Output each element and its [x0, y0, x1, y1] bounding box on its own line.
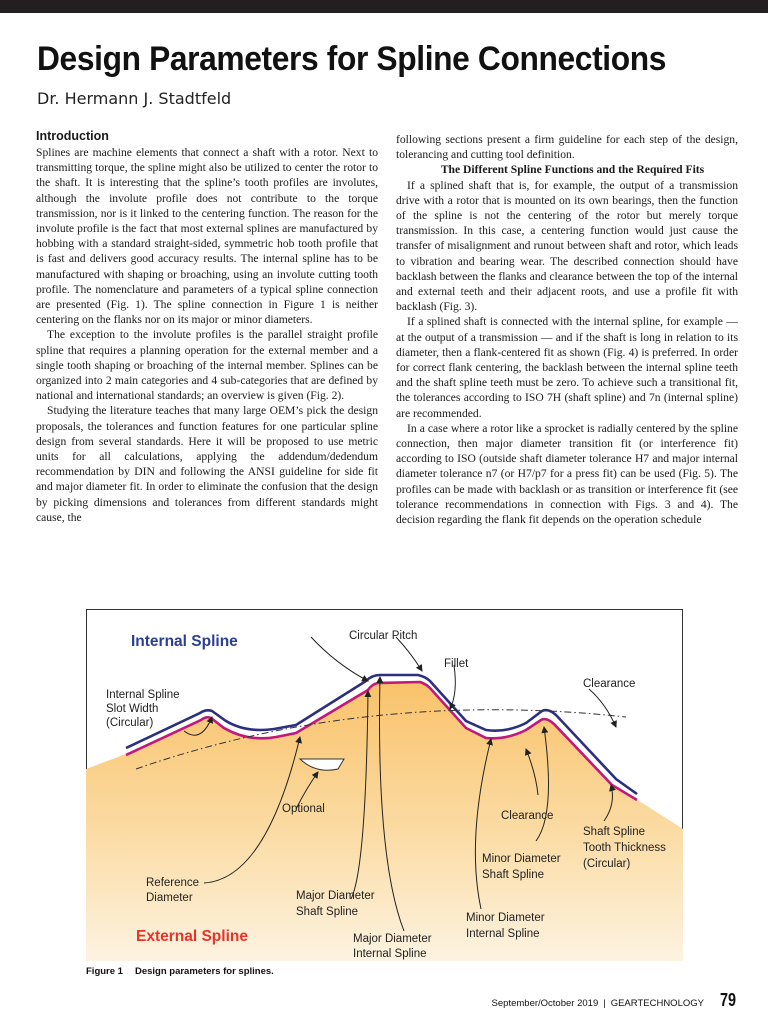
footer-separator: |: [603, 998, 606, 1009]
left-column: [36, 128, 378, 525]
label-reference-line2: Diameter: [146, 892, 193, 904]
label-major-shaft-line2: Shaft Spline: [296, 906, 359, 918]
paragraph: If a splined shaft that is, for example, the output of a transmission drive with a rotor that is mounted on its own bearings, then the function of the spline is not the centering of the rotor but merely torque transmission. In this case, a centering function would just cause the transfer of misalignment and runout between shaft and rotor, which leads to vibration and bearing wear. The described connection should have backlash between the flanks and clearance between the top of the internal and external teeth and their adjacent roots, and use a profile fit with backlash (Fig. 3).: [396, 178, 738, 314]
figure-spline-diagram: [86, 609, 683, 961]
label-clearance-top: Clearance: [583, 678, 636, 690]
label-major-shaft-line1: Major Diameter: [296, 890, 375, 902]
article-title: Design Parameters for Spline Connections: [37, 40, 667, 78]
label-clearance-mid: Clearance: [501, 810, 554, 822]
footer-issue: September/October 2019: [491, 998, 599, 1009]
label-slot-width-line2: Slot Width: [106, 703, 159, 715]
label-slot-width-line1: Internal Spline: [106, 689, 180, 701]
label-minor-internal-line1: Minor Diameter: [466, 912, 545, 924]
label-fillet: Fillet: [444, 658, 469, 670]
caption-number: Figure 1: [86, 966, 123, 977]
label-tooth-thickness-line3: (Circular): [583, 858, 631, 870]
label-internal-spline: Internal Spline: [131, 633, 238, 650]
footer-magazine: GEARTECHNOLOGY: [610, 998, 704, 1009]
caption-text: Design parameters for splines.: [134, 966, 274, 977]
label-reference-line1: Reference: [146, 877, 200, 889]
subsection-heading: The Different Spline Functions and the Required Fits: [440, 163, 705, 177]
label-tooth-thickness-line1: Shaft Spline: [583, 826, 646, 838]
label-minor-shaft-line1: Minor Diameter: [482, 853, 561, 865]
paragraph: If a splined shaft is connected with the internal spline, for example — at the output of a transmission — and if the shaft is long in relation to its diameter, then a flank-centered fit as shown (Fig. 4) is preferred. In order for correct flank centering, the backlash between the internal spline teeth and the shaft spline teeth must be zero. To achieve such a transitional fit, the tolerances according to ISO 7H (shaft spline) and 7n (internal spline) are recommended.: [396, 315, 738, 420]
section-heading-introduction: Introduction: [36, 129, 109, 143]
paragraph: Studying the literature teaches that many large OEM’s pick the design proposals, the tolerances and function features for one particular spline design from several standards. Here it will be proposed to use metric units for all calculations, applying the addendum/dedendum recommendation by DIN and following the ANSI guideline for side fit and major diameter fit. In order to eliminate the confusion that the design by picking dimensions and tolerances from different standards might cause, the: [36, 404, 378, 524]
right-column: [396, 132, 738, 527]
label-slot-width-line3: (Circular): [106, 717, 154, 729]
label-major-internal-line2: Internal Spline: [353, 948, 427, 960]
label-optional: Optional: [282, 803, 325, 815]
page-footer: [492, 990, 738, 1011]
article-author: Dr. Hermann J. Stadtfeld: [37, 89, 232, 108]
figure-caption: [86, 966, 274, 977]
label-external-spline: External Spline: [136, 928, 248, 945]
page-number: 79: [719, 990, 736, 1010]
label-minor-shaft-line2: Shaft Spline: [482, 869, 545, 881]
paragraph: following sections present a firm guideline for each step of the design, tolerancing and cutting tool definition.: [396, 133, 738, 162]
label-major-internal-line1: Major Diameter: [353, 933, 432, 945]
label-circular-pitch: Circular Pitch: [349, 630, 418, 642]
paragraph: The exception to the involute profiles is the parallel straight profile spline that requires a planning operation for the external member and a single tooth shaping or broaching of the internal member. Splines can be organized into 2 main categories and 4 sub-categories that are defined by national and international standards; an overview is given (Fig. 2).: [36, 328, 378, 403]
paragraph: In a case where a rotor like a sprocket is radially centered by the spline connection, then major diameter transition fit (or interference fit) according to ISO (outside shaft diameter tolerance H7 and major internal diameter tolerance n7 (or H7/p7 for a press fit) can be used (Fig. 5). The profiles can be made with backlash or as transition or interference fit (see tolerance recommendations in connection with Figs. 3 and 4). The decision regarding the flank fit depends on the operation schedule: [396, 421, 738, 527]
top-bar: [0, 0, 768, 13]
label-tooth-thickness-line2: Tooth Thickness: [583, 842, 666, 854]
paragraph: Splines are machine elements that connect a shaft with a rotor. Next to transmitting torque, the spline might also be utilized to center the rotor to the shaft. It is interesting that the spline’s tooth profiles are involutes, although the involute profile does not contribute to the torque transmission, nor is it linked to the centering function. The reason for the involute profile is the fact that most external splines are manufactured by hobbing with a standard straight-sided, symmetric hob tooth profile that is fast and delivers good accuracy results. The internal spline has to be manufactured with shaping or broaching, using an involute cutting tooth profile. The nomenclature and parameters of a typical spline connection are presented (Fig. 1). The spline connection in Figure 1 is neither centering on the flanks nor on its major or minor diameters.: [36, 146, 378, 327]
spline-diagram-svg: [86, 609, 683, 961]
label-minor-internal-line2: Internal Spline: [466, 928, 540, 940]
